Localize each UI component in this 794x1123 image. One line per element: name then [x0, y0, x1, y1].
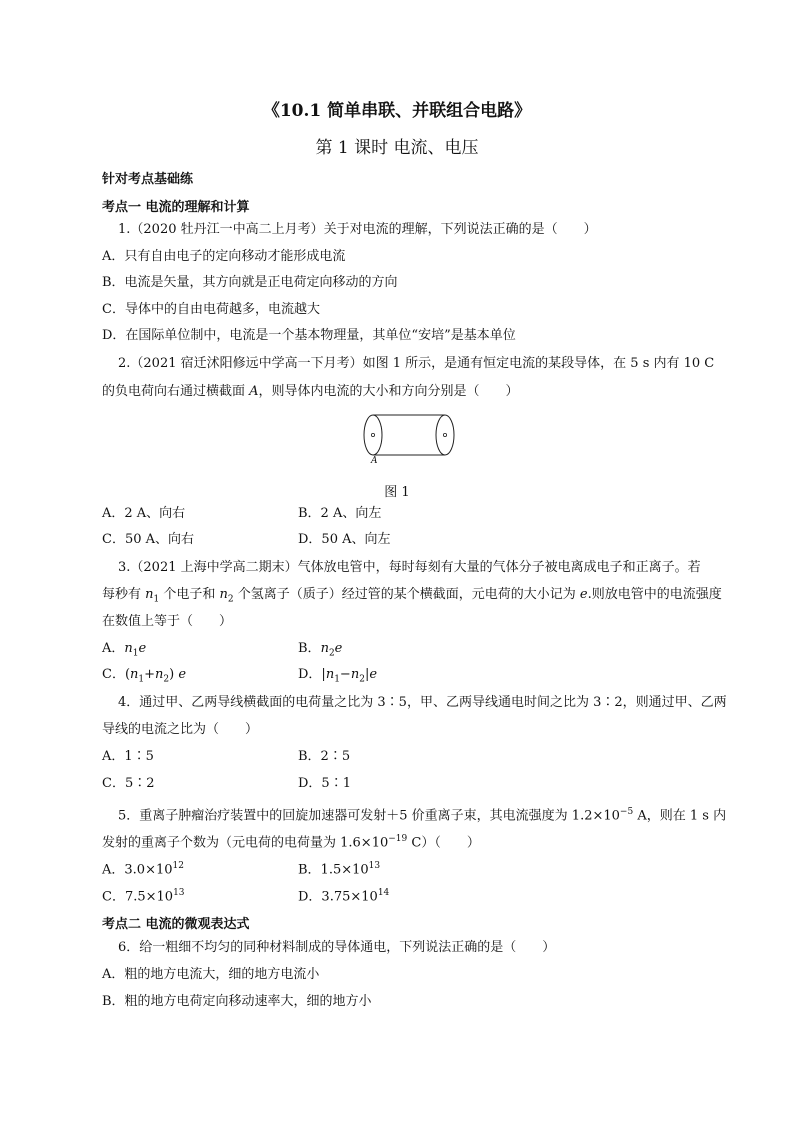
q6-option-b: B．粗的地方电荷定向移动速率大，细的地方小	[102, 994, 372, 1009]
q4-stem-line2: 导线的电流之比为（ ）	[102, 722, 259, 737]
q5-option-a: A．$3.0\times 10^{12}$	[102, 861, 184, 878]
q2-option-c: C．50 A、向右	[102, 532, 195, 547]
q3-option-b: B．$n_2e$	[298, 641, 343, 659]
q2-option-d: D．50 A、向左	[298, 532, 391, 547]
q3-stem-line1: 3.（2021 上海中学高二期末）气体放电管中，每时每刻有大量的气体分子被电离成电子和正离子。若	[118, 560, 701, 575]
lesson-title: 《10.1 简单串联、并联组合电路》	[262, 101, 532, 121]
q1-option-b: B．电流是矢量，其方向就是正电荷定向移动的方向	[102, 275, 398, 290]
q4-option-b: B．2∶5	[298, 749, 351, 764]
q5-option-d: D．$3.75\times 10^{14}$	[298, 888, 390, 905]
q1-option-c: C．导体中的自由电荷越多，电流越大	[102, 302, 320, 317]
q5-stem-line2: 发射的重离子个数为（元电荷的电荷量为 $1.6\times 10^{-19}$ C）（ ）	[102, 834, 480, 851]
q4-option-a: A．1∶5	[102, 749, 154, 764]
q5-option-b: B．$1.5\times 10^{13}$	[298, 861, 381, 878]
q2-option-a: A．2 A、向右	[102, 506, 186, 521]
practice-heading: 针对考点基础练	[102, 172, 194, 187]
figure-caption: 图 1	[384, 485, 410, 500]
q4-option-d: D．5∶1	[298, 776, 351, 791]
q2-stem-line1: 2.（2021 宿迁沭阳修远中学高一下月考）如图 1 所示，是通有恒定电流的某段导体，在 5 s 内有 10 C	[118, 356, 715, 371]
point2-heading: 考点二 电流的微观表达式	[102, 917, 250, 932]
q5-option-c: C．$7.5\times 10^{13}$	[102, 888, 185, 905]
q5-stem-line1: 5．重离子肿瘤治疗装置中的回旋加速器可发射＋5 价重离子束，其电流强度为 $1.2\times 10^{-5}$ A，则在 1 s 内	[118, 807, 727, 824]
q4-option-c: C．5∶2	[102, 776, 155, 791]
q2-option-b: B．2 A、向左	[298, 506, 382, 521]
q1-option-d: D．在国际单位制中，电流是一个基本物理量，其单位“安培”是基本单位	[102, 328, 516, 343]
q1-option-a: A．只有自由电子的定向移动才能形成电流	[102, 249, 346, 264]
q3-stem-line3: 在数值上等于（ ）	[102, 614, 233, 629]
q3-option-a: A．$n_1e$	[102, 641, 147, 659]
q6-option-a: A．粗的地方电流大，细的地方电流小	[102, 967, 320, 982]
point1-heading: 考点一 电流的理解和计算	[102, 200, 250, 215]
q6-stem: 6．给一粗细不均匀的同种材料制成的导体通电，下列说法正确的是（ ）	[118, 940, 556, 955]
q3-option-d: D．$|n_1-n_2|e$	[298, 667, 378, 685]
q1-stem: 1.（2020 牡丹江一中高二上月考）关于对电流的理解，下列说法正确的是（ ）	[118, 222, 597, 237]
q2-stem-line2: 的负电荷向右通过横截面 A，则导体内电流的大小和方向分别是（ ）	[102, 384, 519, 399]
conductor-cylinder-figure	[360, 410, 460, 470]
q3-stem-line2: 每秒有 $n_1$ 个电子和 $n_2$ 个氢离子（质子）经过管的某个横截面，元电荷的大小记为 e.则放电管中的电流强度	[102, 587, 722, 605]
cross-section-label: A	[371, 456, 378, 466]
q4-stem-line1: 4．通过甲、乙两导线横截面的电荷量之比为 3∶5，甲、乙两导线通电时间之比为 3∶2，则通过甲、乙两	[118, 695, 727, 710]
lesson-subtitle: 第 1 课时 电流、电压	[315, 138, 479, 158]
q3-option-c: C．$(n_1+n_2)$ e	[102, 667, 187, 685]
